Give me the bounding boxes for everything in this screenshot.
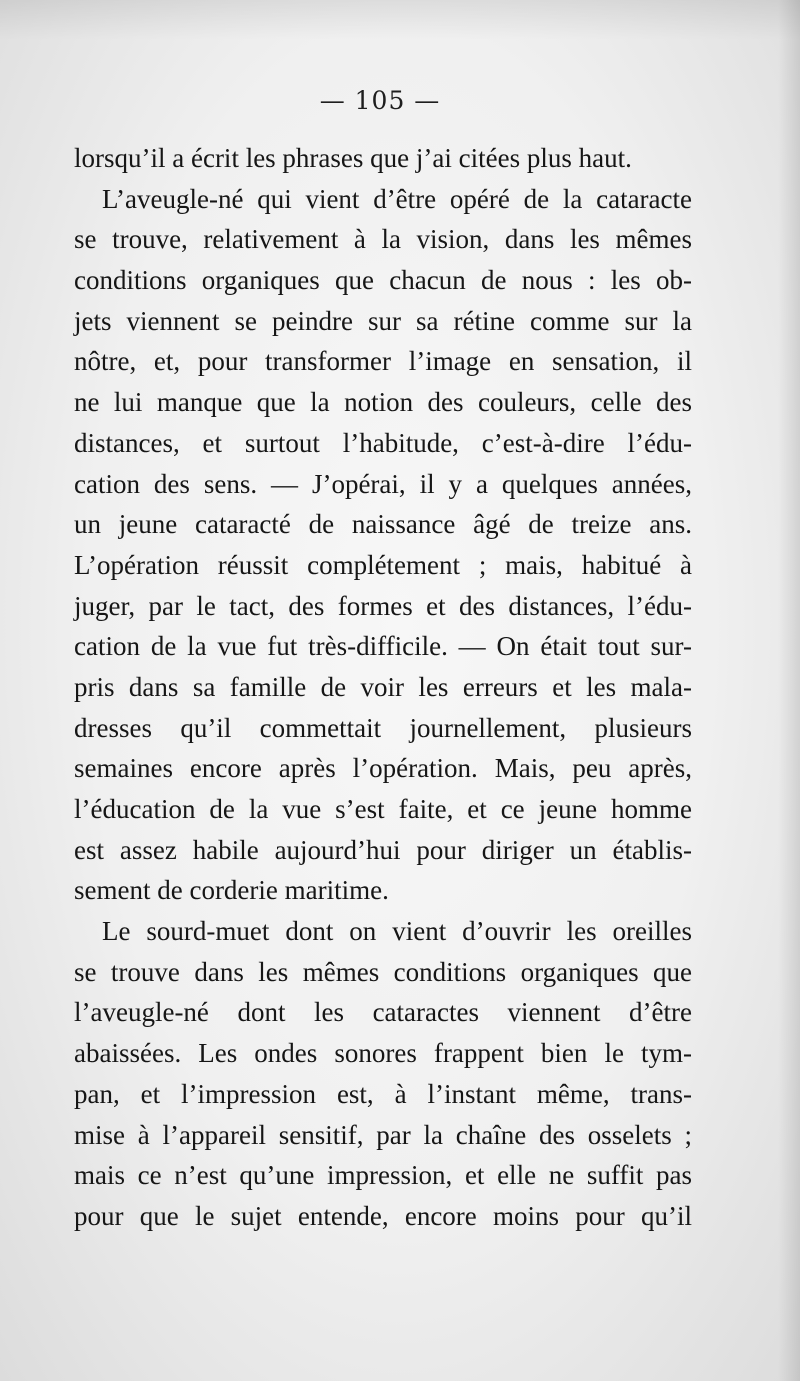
text-line: se trouve dans les mêmes conditions organiques que bbox=[74, 956, 692, 987]
text-line: l’aveugle-né dont les cataractes viennent d’être bbox=[74, 997, 692, 1028]
text-line: juger, par le tact, des formes et des distances, l’édu- bbox=[74, 590, 692, 621]
text-line: distances, et surtout l’habitude, c’est-à-dire l’édu- bbox=[74, 427, 692, 458]
text-line: sement de corderie maritime. bbox=[74, 875, 389, 906]
page-shadow-right bbox=[778, 0, 800, 1381]
text-line: cation des sens. — J’opérai, il y a quelques années, bbox=[74, 468, 692, 499]
text-line: conditions organiques que chacun de nous : les ob- bbox=[74, 265, 692, 296]
text-line: semaines encore après l’opération. Mais, peu après, bbox=[74, 753, 692, 784]
text-line: dresses qu’il commettait journellement, plusieurs bbox=[74, 712, 692, 743]
text-line: l’éducation de la vue s’est faite, et ce jeune homme bbox=[74, 794, 692, 824]
text-line: pris dans sa famille de voir les erreurs et les mala- bbox=[74, 671, 692, 702]
page-number: — 105 — bbox=[319, 86, 441, 115]
text-line: nôtre, et, pour transformer l’image en sensation, il bbox=[74, 346, 692, 377]
page-shadow-top bbox=[0, 0, 800, 40]
text-line: L’aveugle-né qui vient d’être opéré de la cataracte bbox=[102, 183, 692, 214]
text-line: abaissées. Les ondes sonores frappent bien le tym- bbox=[74, 1038, 692, 1069]
text-line: se trouve, relativement à la vision, dans les mêmes bbox=[74, 224, 692, 255]
text-line: mise à l’appareil sensitif, par la chaîne des osselets ; bbox=[74, 1119, 692, 1150]
text-line: mais ce n’est qu’une impression, et elle ne suffit pas bbox=[74, 1160, 692, 1191]
text-line: Le sourd-muet dont on vient d’ouvrir les oreilles bbox=[102, 916, 692, 947]
text-line: lorsqu’il a écrit les phrases que j’ai citées plus haut. bbox=[74, 143, 632, 173]
text-line: pan, et l’impression est, à l’instant même, trans- bbox=[74, 1078, 692, 1109]
body-text bbox=[74, 138, 692, 1237]
text-line: est assez habile aujourd’hui pour diriger un établis- bbox=[74, 834, 692, 865]
text-line: pour que le sujet entende, encore moins pour qu’il bbox=[74, 1200, 692, 1231]
text-line: cation de la vue fut très-difficile. — On était tout sur- bbox=[74, 631, 692, 662]
text-line: L’opération réussit complétement ; mais, habitué à bbox=[74, 549, 692, 580]
text-line: ne lui manque que la notion des couleurs, celle des bbox=[74, 387, 692, 418]
text-line: jets viennent se peindre sur sa rétine comme sur la bbox=[74, 305, 692, 336]
text-line: un jeune cataracté de naissance âgé de treize ans. bbox=[74, 509, 692, 540]
